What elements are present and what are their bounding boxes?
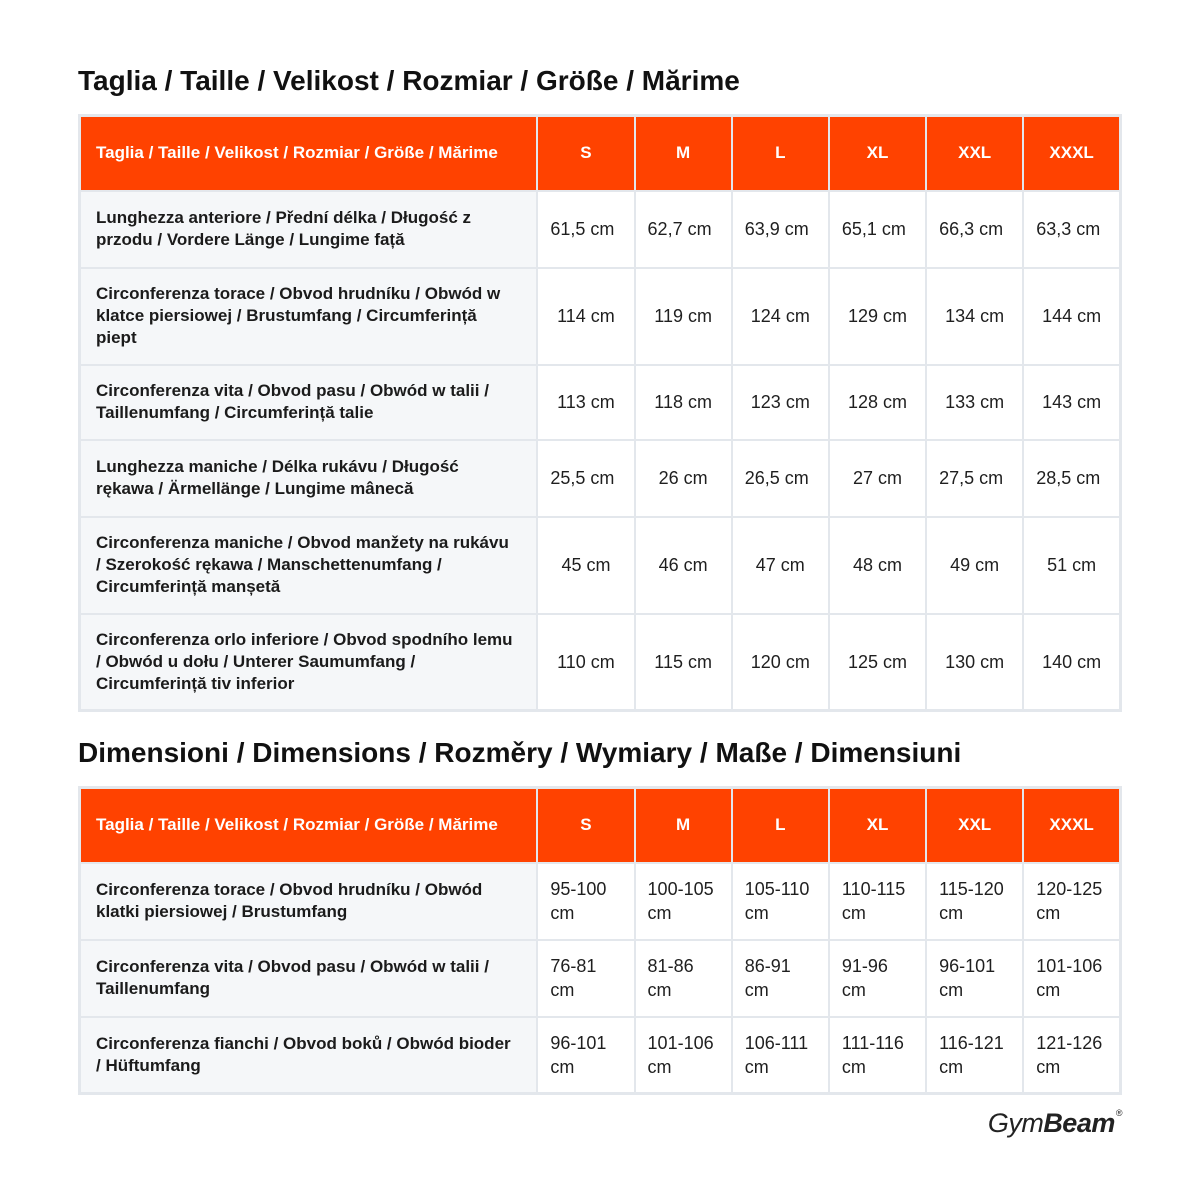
cell-value: 86-91 cm (732, 940, 829, 1017)
cell-value: 26 cm (635, 440, 732, 517)
cell-value: 81-86 cm (635, 940, 732, 1017)
table-header-row (80, 788, 1121, 863)
cell-value: 144 cm (1023, 268, 1120, 365)
row-label: Circonferenza vita / Obvod pasu / Obwód w talii / Taillenumfang / Circumferință talie (80, 365, 538, 440)
cell-value: 101-106 cm (635, 1017, 732, 1094)
header-size-l: L (732, 788, 829, 863)
cell-value: 114 cm (537, 268, 634, 365)
cell-value: 65,1 cm (829, 191, 926, 268)
cell-value: 27 cm (829, 440, 926, 517)
cell-value: 100-105 cm (635, 863, 732, 940)
cell-value: 129 cm (829, 268, 926, 365)
cell-value: 130 cm (926, 614, 1023, 711)
cell-value: 110-115 cm (829, 863, 926, 940)
dimensions-table-title: Dimensioni / Dimensions / Rozměry / Wymiary / Maße / Dimensiuni (78, 737, 962, 768)
cell-value: 115-120 cm (926, 863, 1023, 940)
header-size-xxl: XXL (926, 116, 1023, 191)
cell-value: 110 cm (537, 614, 634, 711)
cell-value: 46 cm (635, 517, 732, 614)
header-size-xl: XL (829, 788, 926, 863)
cell-value: 143 cm (1023, 365, 1120, 440)
table-row (80, 440, 1121, 517)
gymbeam-logo (988, 1108, 1122, 1139)
cell-value: 47 cm (732, 517, 829, 614)
table-row (80, 1017, 1121, 1094)
cell-value: 96-101 cm (926, 940, 1023, 1017)
cell-value: 63,9 cm (732, 191, 829, 268)
cell-value: 101-106 cm (1023, 940, 1120, 1017)
table-row (80, 268, 1121, 365)
cell-value: 113 cm (537, 365, 634, 440)
cell-value: 125 cm (829, 614, 926, 711)
header-size-m: M (635, 116, 732, 191)
registered-mark: ® (1115, 1108, 1122, 1118)
cell-value: 49 cm (926, 517, 1023, 614)
header-size-xxl: XXL (926, 788, 1023, 863)
table-row (80, 191, 1121, 268)
cell-value: 121-126 cm (1023, 1017, 1120, 1094)
table-header-row (80, 116, 1121, 191)
cell-value: 120 cm (732, 614, 829, 711)
row-label: Circonferenza orlo inferiore / Obvod spodního lemu / Obwód u dołu / Unterer Saumumfang / Circumferință tiv inferior (80, 614, 538, 711)
cell-value: 133 cm (926, 365, 1023, 440)
cell-value: 134 cm (926, 268, 1023, 365)
row-label: Circonferenza fianchi / Obvod boků / Obwód bioder / Hüftumfang (80, 1017, 538, 1094)
cell-value: 91-96 cm (829, 940, 926, 1017)
header-size-s: S (537, 116, 634, 191)
cell-value: 123 cm (732, 365, 829, 440)
cell-value: 106-111 cm (732, 1017, 829, 1094)
cell-value: 115 cm (635, 614, 732, 711)
table-row (80, 863, 1121, 940)
header-size-m: M (635, 788, 732, 863)
row-label: Lunghezza maniche / Délka rukávu / Długość rękawa / Ärmellänge / Lungime mânecă (80, 440, 538, 517)
header-size-l: L (732, 116, 829, 191)
row-label: Circonferenza torace / Obvod hrudníku / Obwód w klatce piersiowej / Brustumfang / Circumferință piept (80, 268, 538, 365)
size-table-title: Taglia / Taille / Velikost / Rozmiar / Größe / Mărime (78, 65, 740, 96)
cell-value: 118 cm (635, 365, 732, 440)
header-size-label: Taglia / Taille / Velikost / Rozmiar / Größe / Mărime (80, 116, 538, 191)
cell-value: 119 cm (635, 268, 732, 365)
table-row (80, 365, 1121, 440)
cell-value: 28,5 cm (1023, 440, 1120, 517)
cell-value: 116-121 cm (926, 1017, 1023, 1094)
cell-value: 124 cm (732, 268, 829, 365)
logo-text-gym: Gym (987, 1108, 1044, 1138)
cell-value: 51 cm (1023, 517, 1120, 614)
cell-value: 95-100 cm (537, 863, 634, 940)
row-label: Circonferenza maniche / Obvod manžety na rukávu / Szerokość rękawa / Manschettenumfang / Circumferință manșetă (80, 517, 538, 614)
header-size-s: S (537, 788, 634, 863)
row-label: Lunghezza anteriore / Přední délka / Długość z przodu / Vordere Länge / Lungime față (80, 191, 538, 268)
cell-value: 27,5 cm (926, 440, 1023, 517)
header-size-xl: XL (829, 116, 926, 191)
size-table (78, 114, 1122, 712)
cell-value: 25,5 cm (537, 440, 634, 517)
cell-value: 26,5 cm (732, 440, 829, 517)
cell-value: 128 cm (829, 365, 926, 440)
cell-value: 63,3 cm (1023, 191, 1120, 268)
row-label: Circonferenza torace / Obvod hrudníku / Obwód klatki piersiowej / Brustumfang (80, 863, 538, 940)
header-size-xxxl: XXXL (1023, 788, 1120, 863)
cell-value: 45 cm (537, 517, 634, 614)
cell-value: 96-101 cm (537, 1017, 634, 1094)
table-row (80, 940, 1121, 1017)
cell-value: 105-110 cm (732, 863, 829, 940)
cell-value: 61,5 cm (537, 191, 634, 268)
cell-value: 140 cm (1023, 614, 1120, 711)
header-size-label: Taglia / Taille / Velikost / Rozmiar / Größe / Mărime (80, 788, 538, 863)
header-size-xxxl: XXXL (1023, 116, 1120, 191)
table-row (80, 517, 1121, 614)
table-row (80, 614, 1121, 711)
row-label: Circonferenza vita / Obvod pasu / Obwód w talii / Taillenumfang (80, 940, 538, 1017)
cell-value: 76-81 cm (537, 940, 634, 1017)
cell-value: 120-125 cm (1023, 863, 1120, 940)
dimensions-table (78, 786, 1122, 1095)
logo-text-beam: Beam (1043, 1108, 1115, 1138)
cell-value: 48 cm (829, 517, 926, 614)
cell-value: 62,7 cm (635, 191, 732, 268)
cell-value: 66,3 cm (926, 191, 1023, 268)
cell-value: 111-116 cm (829, 1017, 926, 1094)
